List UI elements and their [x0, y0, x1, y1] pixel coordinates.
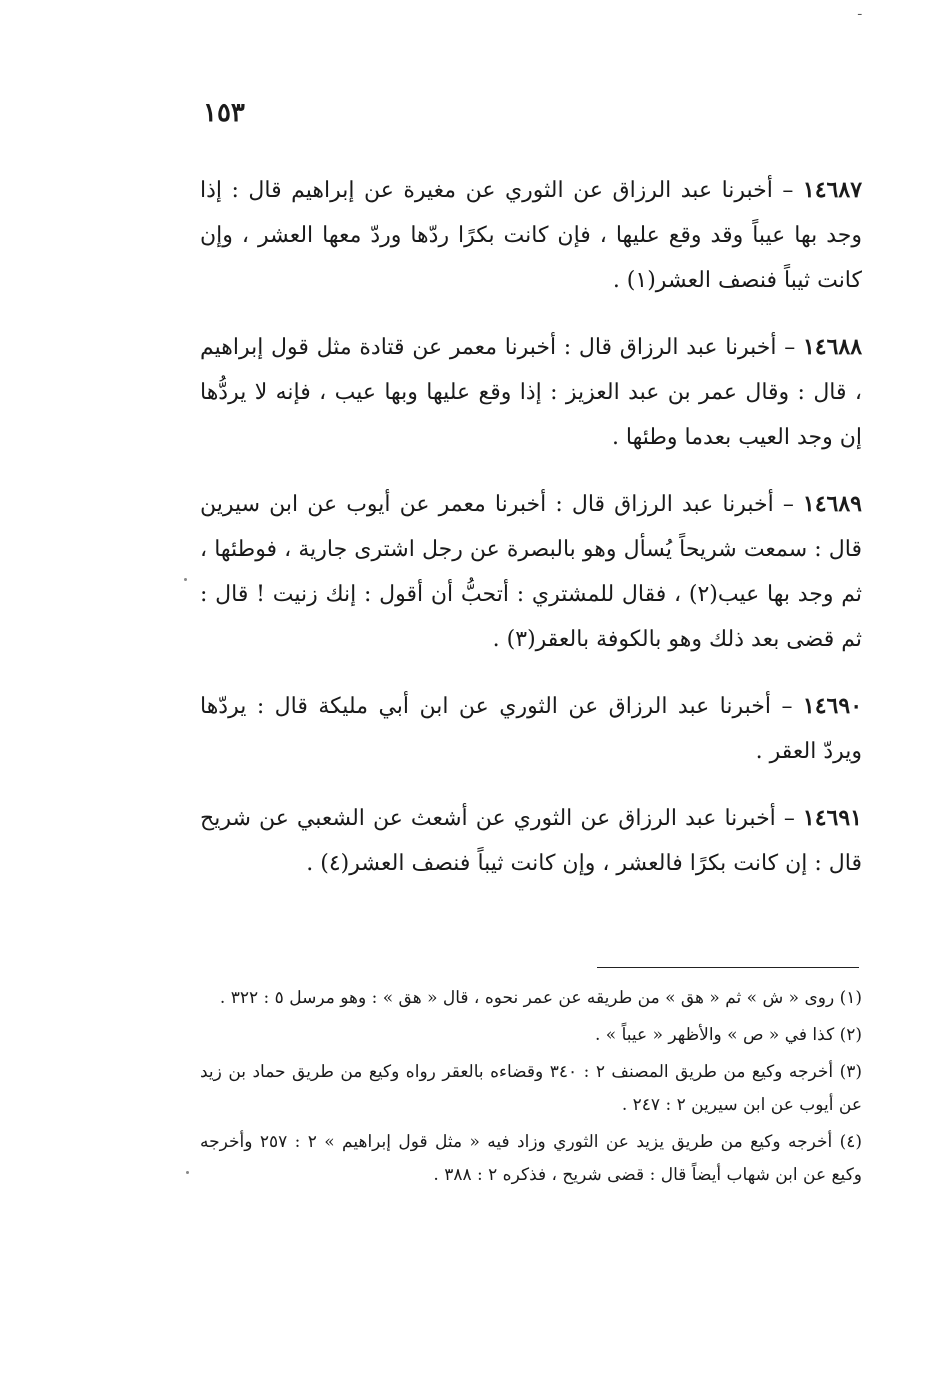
hadith-number: ١٤٦٩١: [802, 805, 862, 831]
dash: –: [782, 492, 794, 517]
dash: –: [783, 806, 795, 831]
footnotes-section: [200, 982, 862, 1196]
hadith-text: أخبرنا عبد الرزاق قال : أخبرنا معمر عن قتادة مثل قول إبراهيم ، قال : وقال عمر بن عبد العزيز : إذا وقع عليها وبها عيب ، فإنه لا يردُّها إن وجد العيب بعدما وطئها .: [200, 335, 862, 450]
hadith-number: ١٤٦٨٧: [802, 177, 863, 203]
dash: –: [781, 694, 793, 719]
footnote: (٤) أخرجه وكيع من طريق يزيد عن الثوري وزاد فيه « مثل قول إبراهيم » ٢ : ٢٥٧ وأخرجه وكيع عن ابن شهاب أيضاً قال : قضى شريح ، فذكره ٢ : ٣٨٨ .: [200, 1132, 862, 1185]
hadith-number: ١٤٦٩٠: [802, 693, 863, 719]
hadith-entry: [200, 168, 862, 303]
footnote: (٣) أخرجه وكيع من طريق المصنف ٢ : ٣٤٠ وقضاءه بالعقر رواه وكيع من طريق حماد بن زيد عن أيوب عن ابن سيرين ٢ : ٢٤٧ .: [200, 1062, 862, 1115]
hadith-entry: [200, 482, 862, 662]
dash: –: [782, 178, 794, 203]
hadith-number: ١٤٦٨٨: [802, 334, 863, 360]
hadith-entry: [200, 684, 862, 774]
hadith-text: أخبرنا عبد الرزاق عن الثوري عن مغيرة عن إبراهيم قال : إذا وجد بها عيباً وقد وقع عليها ، فإن كانت بكرًا ردّها وردّ معها العشر ، وإن كانت ثيباً فنصف العشر(١) .: [200, 178, 862, 293]
footnote: (٢) كذا في « ص » والأظهر « عيباً » .: [594, 1025, 862, 1045]
margin-speck: [184, 578, 187, 581]
hadith-text: أخبرنا عبد الرزاق قال : أخبرنا معمر عن أيوب عن ابن سيرين قال : سمعت شريحاً يُسأل وهو بالبصرة عن رجل اشترى جارية ، فوطئها ، ثم وجد بها عيب(٢) ، فقال للمشتري : أتحبُّ أن أقول : إنك زنيت ! قال : ثم قضى بعد ذلك وهو بالكوفة بالعقر(٣) .: [200, 492, 862, 652]
margin-speck: [186, 1171, 189, 1174]
hadith-number: ١٤٦٨٩: [802, 491, 862, 517]
hadith-entry: [200, 796, 862, 886]
page-number: ١٥٣: [203, 98, 245, 128]
hadith-text: أخبرنا عبد الرزاق عن الثوري عن ابن أبي مليكة قال : يردّها ويردّ العقر .: [200, 694, 862, 764]
corner-mark: ـ: [858, 4, 862, 18]
footnote: (١) روى « ش » ثم « هق » من طريقه عن عمر نحوه ، قال « هق » : وهو مرسل ٥ : ٣٢٢ .: [219, 988, 862, 1008]
dash: –: [784, 335, 796, 360]
hadith-text: أخبرنا عبد الرزاق عن الثوري عن أشعث عن الشعبي عن شريح قال : إن كانت بكرًا فالعشر ، وإن كانت ثيباً فنصف العشر(٤) .: [200, 806, 862, 876]
main-text-body: [200, 168, 862, 908]
hadith-entry: [200, 325, 862, 460]
footnote-divider: [597, 967, 859, 968]
